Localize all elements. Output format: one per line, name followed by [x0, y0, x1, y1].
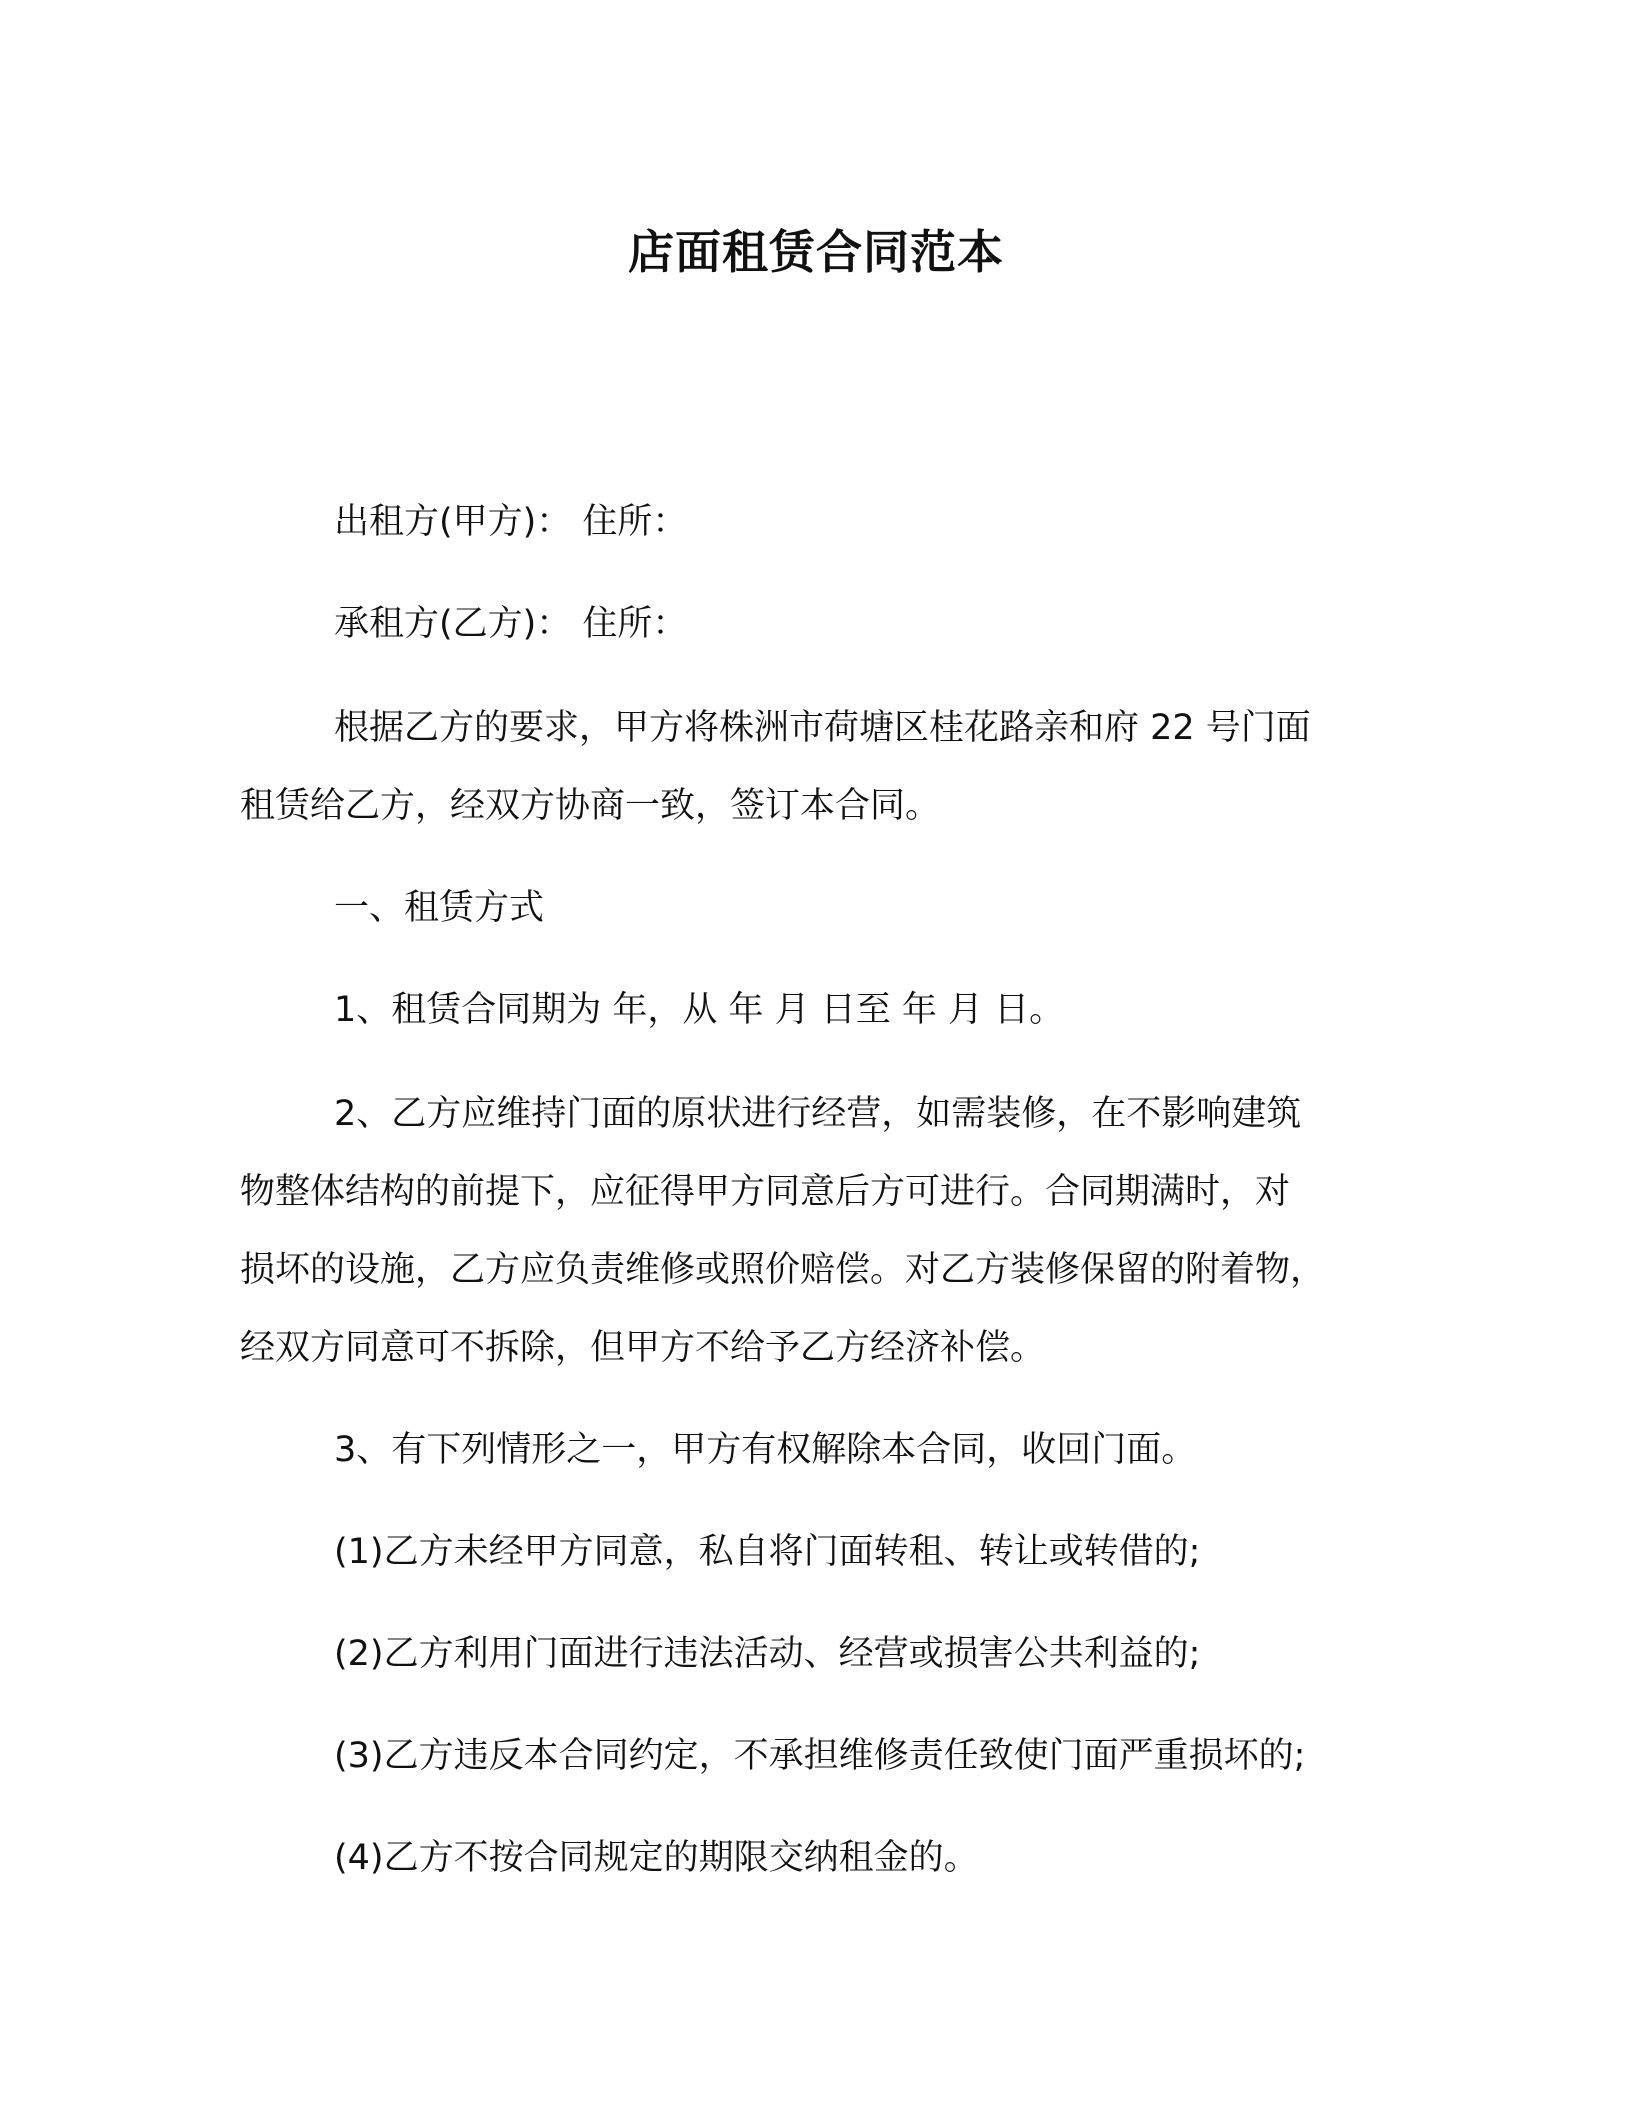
intro-line-2: 租赁给乙方，经双方协商一致，签订本合同。: [240, 786, 941, 826]
intro-line-1: 根据乙方的要求，甲方将株洲市荷塘区桂花路亲和府 22 号门面: [334, 708, 1311, 748]
clause-1: 1、租赁合同期为 年，从 年 月 日至 年 月 日。: [334, 990, 1065, 1030]
clause-2-line-2: 物整体结构的前提下，应征得甲方同意后方可进行。合同期满时，对: [240, 1172, 1291, 1212]
clause-3-item-2: (2)乙方利用门面进行违法活动、经营或损害公共利益的;: [334, 1634, 1201, 1674]
clause-2-line-4: 经双方同意可不拆除，但甲方不给予乙方经济补偿。: [240, 1328, 1046, 1368]
clause-3-item-3: (3)乙方违反本合同约定，不承担维修责任致使门面严重损坏的;: [334, 1736, 1306, 1776]
clause-2-line-3: 损坏的设施，乙方应负责维修或照价赔偿。对乙方装修保留的附着物，: [240, 1250, 1326, 1290]
lessor-line: 出租方(甲方)： 住所：: [334, 502, 688, 542]
section-1-heading: 一、租赁方式: [334, 888, 545, 928]
clause-3-item-1: (1)乙方未经甲方同意，私自将门面转租、转让或转借的;: [334, 1532, 1201, 1572]
clause-2-line-1: 2、乙方应维持门面的原状进行经营，如需装修，在不影响建筑: [334, 1094, 1302, 1134]
clause-3: 3、有下列情形之一，甲方有权解除本合同，收回门面。: [334, 1430, 1197, 1470]
clause-3-item-4: (4)乙方不按合同规定的期限交纳租金的。: [334, 1838, 979, 1878]
document-title: 店面租赁合同范本: [628, 225, 1004, 279]
lessee-line: 承租方(乙方)： 住所：: [334, 604, 688, 644]
